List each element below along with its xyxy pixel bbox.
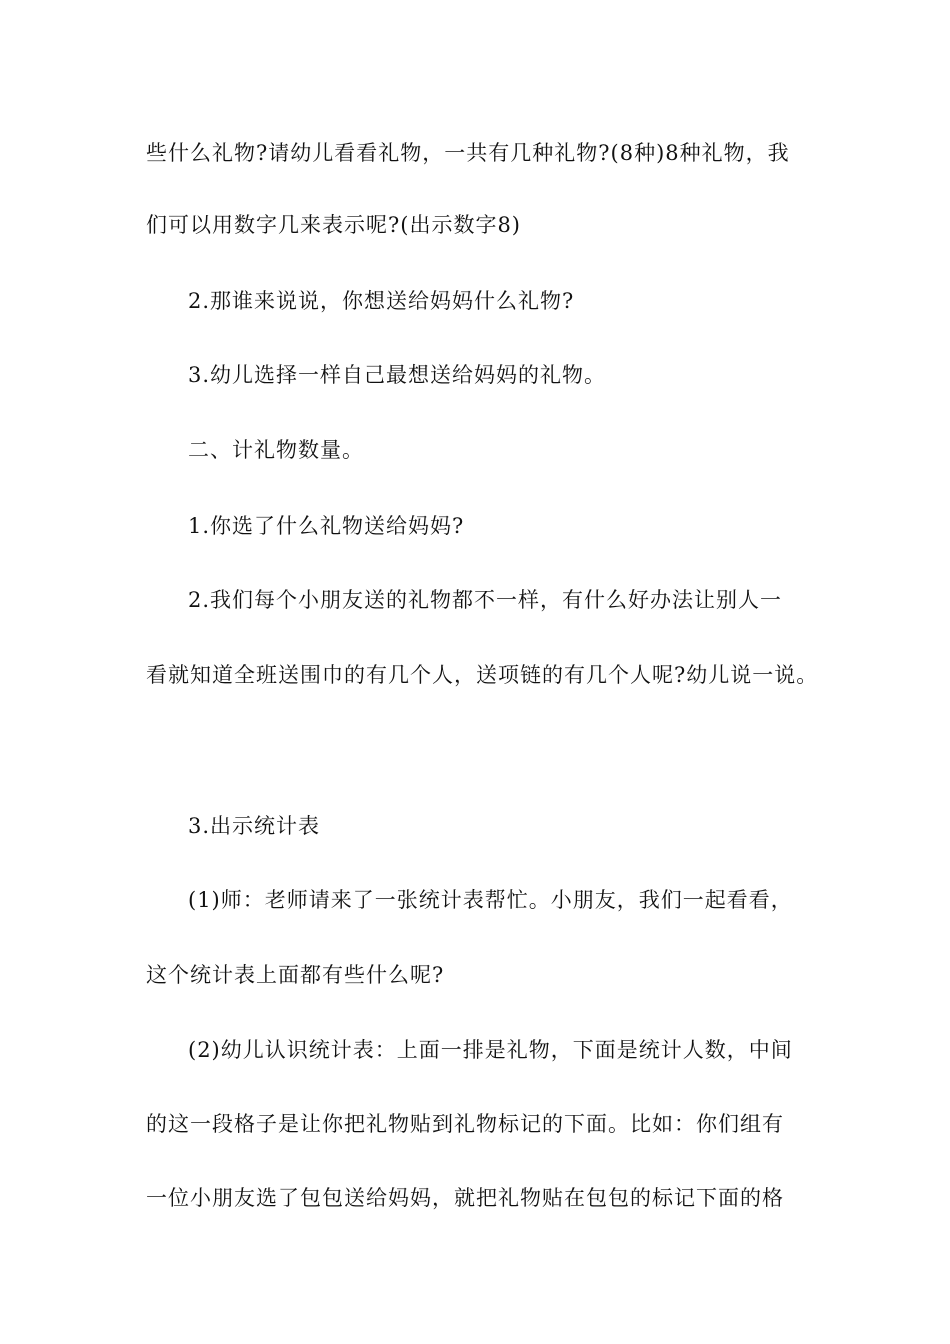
paragraph-line: 3.幼儿选择一样自己最想送给妈妈的礼物。 bbox=[188, 363, 607, 387]
paragraph-line: 们可以用数字几来表示呢?(出示数字8) bbox=[146, 213, 522, 237]
paragraph-line: 些什么礼物?请幼儿看看礼物，一共有几种礼物?(8种)8种礼物，我 bbox=[146, 141, 790, 165]
paragraph-line: 2.那谁来说说，你想送给妈妈什么礼物? bbox=[188, 289, 575, 313]
paragraph-line: 2.我们每个小朋友送的礼物都不一样，有什么好办法让别人一 bbox=[188, 588, 783, 612]
paragraph-line: (2)幼儿认识统计表：上面一排是礼物，下面是统计人数，中间 bbox=[188, 1038, 793, 1062]
paragraph-line: 1.你选了什么礼物送给妈妈? bbox=[188, 514, 465, 538]
paragraph-line: 看就知道全班送围巾的有几个人，送项链的有几个人呢?幼儿说一说。 bbox=[146, 663, 819, 687]
paragraph-line: 一位小朋友选了包包送给妈妈，就把礼物贴在包包的标记下面的格 bbox=[146, 1186, 784, 1210]
paragraph-line: 3.出示统计表 bbox=[188, 814, 321, 838]
paragraph-line: (1)师：老师请来了一张统计表帮忙。小朋友，我们一起看看， bbox=[188, 888, 793, 912]
paragraph-line: 这个统计表上面都有些什么呢? bbox=[146, 963, 445, 987]
section-heading: 二、计礼物数量。 bbox=[188, 438, 364, 462]
paragraph-line: 的这一段格子是让你把礼物贴到礼物标记的下面。比如：你们组有 bbox=[146, 1112, 784, 1136]
